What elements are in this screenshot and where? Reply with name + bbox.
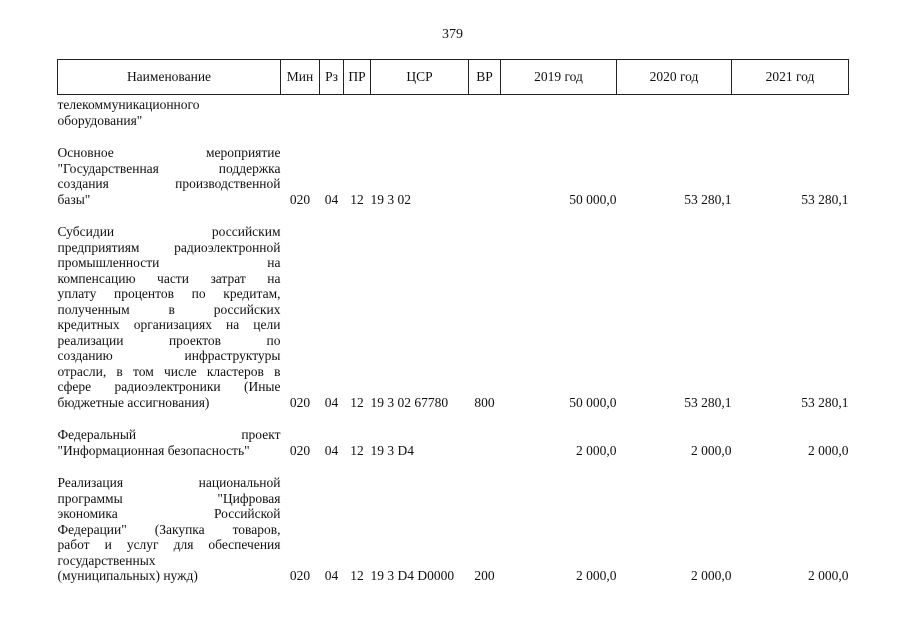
name-line: сфере радиоэлектроники (Иные	[57, 379, 281, 394]
table-row	[58, 475, 849, 584]
cell-name	[58, 95, 281, 129]
name-line: (муниципальных) нужд)	[57, 568, 198, 583]
cell-2019: 2 000,0	[576, 442, 617, 458]
row-spacer	[58, 410, 849, 427]
name-line: государственных	[57, 552, 156, 568]
cell-2019: 50 000,0	[569, 191, 617, 207]
table-body	[58, 95, 849, 584]
name-line: "Информационная безопасность"	[57, 442, 250, 458]
header-vr: ВР	[469, 60, 501, 95]
name-line: телекоммуникационного	[57, 97, 200, 112]
row-spacer-cell	[58, 128, 849, 145]
cell-min: 020	[289, 568, 311, 583]
cell-min: 020	[289, 394, 311, 410]
row-spacer	[58, 458, 849, 475]
name-line: работ и услуг для обеспечения	[57, 537, 281, 552]
cell-pr: 12	[350, 394, 364, 410]
cell-name	[58, 427, 281, 458]
cell-name	[58, 145, 281, 207]
cell-2021: 53 280,1	[801, 394, 849, 410]
cell-rz: 04	[324, 191, 339, 207]
name-line: базы"	[57, 191, 91, 207]
header-2020: 2020 год	[617, 60, 732, 95]
page-number: 379	[442, 27, 463, 42]
budget-table	[57, 59, 849, 584]
cell-csr: 19 3 02 67780	[370, 394, 449, 410]
row-spacer	[58, 128, 849, 145]
name-line: реализации проектов по	[57, 332, 281, 348]
cell-2021: 2 000,0	[808, 442, 849, 458]
name-line: Субсидии российским	[57, 224, 281, 239]
header-min: Мин	[281, 60, 320, 95]
cell-2019	[501, 95, 617, 129]
cell-min	[281, 95, 320, 129]
name-line: промышленности на	[57, 255, 281, 270]
name-line: оборудования"	[57, 112, 143, 128]
cell-2021: 53 280,1	[801, 191, 849, 207]
cell-min: 020	[289, 191, 311, 207]
cell-2020: 53 280,1	[684, 191, 732, 207]
cell-csr: 19 3 02	[370, 191, 411, 207]
name-line: бюджетные ассигнования)	[57, 394, 210, 410]
cell-pr: 12	[350, 568, 364, 583]
name-line: кредитных организациях на цели	[57, 317, 281, 332]
table-row	[58, 95, 849, 129]
header-2021: 2021 год	[732, 60, 849, 95]
cell-2021	[732, 95, 849, 129]
row-spacer	[58, 207, 849, 224]
cell-rz: 04	[324, 394, 339, 410]
cell-rz: 04	[324, 568, 339, 583]
cell-name	[58, 475, 281, 584]
cell-pr: 12	[350, 191, 364, 207]
name-line: компенсацию части затрат на	[57, 270, 281, 286]
cell-name	[58, 224, 281, 410]
table-row	[58, 427, 849, 458]
name-line: уплату процентов по кредитам,	[57, 286, 281, 301]
name-line: отрасли, в том числе кластеров в	[57, 363, 281, 379]
cell-vr: 200	[474, 568, 495, 583]
cell-csr	[371, 95, 469, 129]
cell-2021: 2 000,0	[808, 568, 849, 583]
cell-rz	[320, 95, 344, 129]
cell-csr: 19 3 D4 D0000	[370, 568, 455, 583]
header-pr: ПР	[344, 60, 371, 95]
header-2019: 2019 год	[501, 60, 617, 95]
name-line: Федеральный проект	[57, 427, 281, 442]
cell-2020: 2 000,0	[691, 568, 732, 583]
cell-2020: 2 000,0	[691, 442, 732, 458]
name-line: создания производственной	[57, 176, 281, 191]
name-line: полученным в российских	[57, 301, 281, 317]
cell-2019: 2 000,0	[576, 568, 617, 583]
table-row	[58, 224, 849, 410]
cell-vr	[469, 95, 501, 129]
cell-vr	[469, 145, 501, 207]
row-spacer-cell	[58, 410, 849, 427]
name-line: Федерации" (Закупка товаров,	[57, 521, 281, 537]
name-line: Основное мероприятие	[57, 145, 281, 160]
cell-csr: 19 3 D4	[370, 442, 414, 458]
name-line: созданию инфраструктуры	[57, 348, 281, 363]
table-row	[58, 145, 849, 207]
cell-vr	[469, 427, 501, 458]
cell-pr	[344, 95, 371, 129]
cell-2020	[617, 95, 732, 129]
cell-vr: 800	[474, 394, 495, 410]
name-line: "Государственная поддержка	[57, 160, 281, 176]
name-line: программы "Цифровая	[57, 490, 281, 506]
row-spacer-cell	[58, 458, 849, 475]
header-rz: Рз	[320, 60, 344, 95]
row-spacer-cell	[58, 207, 849, 224]
cell-2020: 53 280,1	[684, 394, 732, 410]
name-line: Реализация национальной	[57, 475, 281, 490]
header-name: Наименование	[58, 60, 281, 95]
table-header-row	[58, 60, 849, 95]
cell-min: 020	[289, 442, 311, 458]
header-csr: ЦСР	[371, 60, 469, 95]
cell-pr: 12	[350, 442, 364, 458]
name-line: экономика Российской	[57, 506, 281, 521]
cell-rz: 04	[324, 442, 339, 458]
name-line: предприятиям радиоэлектронной	[57, 239, 281, 255]
cell-2019: 50 000,0	[569, 394, 617, 410]
